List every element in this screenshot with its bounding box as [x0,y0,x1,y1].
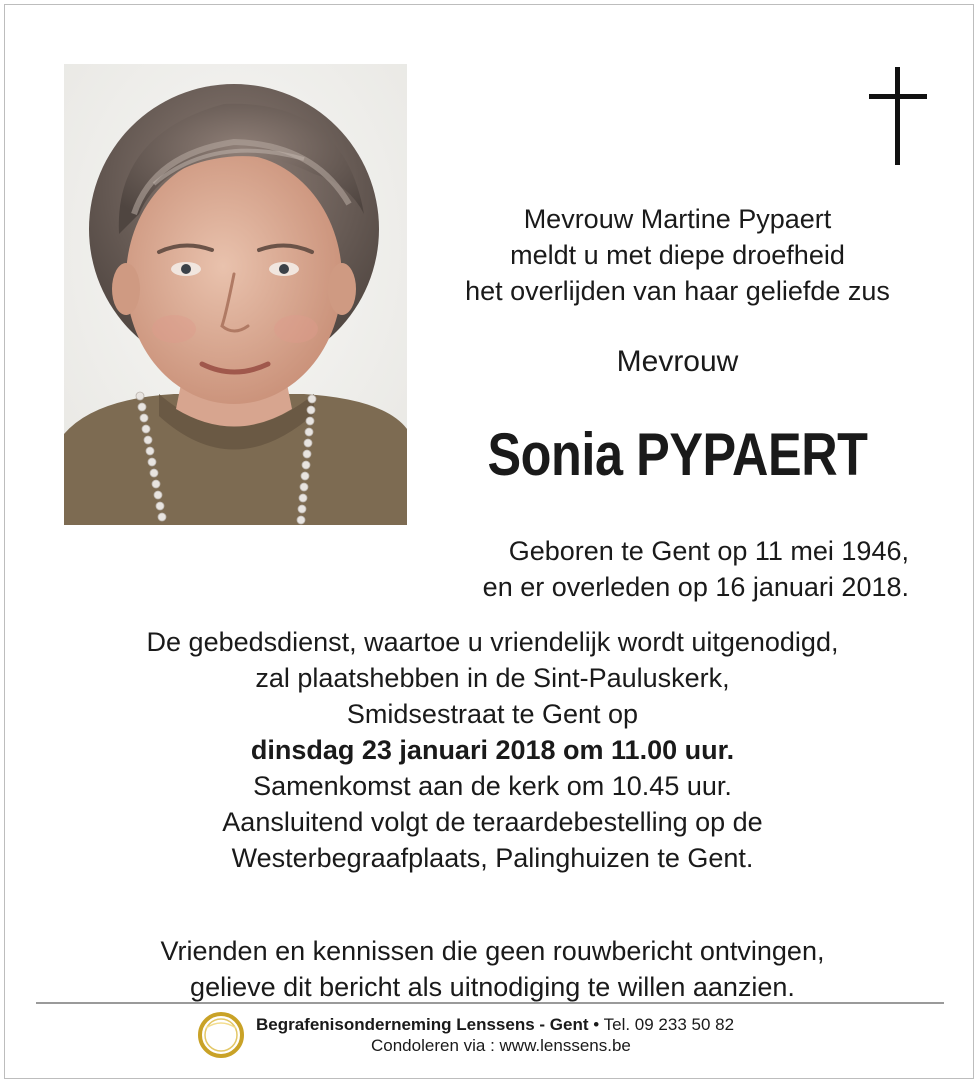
footer-separator: • [593,1015,600,1034]
invite-line: Vrienden en kennissen die geen rouwbericht ontvingen, [160,936,825,966]
dates-line: Geboren te Gent op 11 mei 1946, [508,536,909,566]
cross-icon [869,67,927,165]
company-name: Begrafenisonderneming Lenssens - Gent [256,1015,589,1034]
dates-line: en er overleden op 16 januari 2018. [482,572,909,602]
invite-line: gelieve dit bericht als uitnodiging te willen aanzien. [190,972,795,1002]
service-line: Samenkomst aan de kerk om 10.45 uur. [253,771,732,801]
service-line: De gebedsdienst, waartoe u vriendelijk wordt uitgenodigd, [146,627,839,657]
service-line: Aansluitend volgt de teraardebestelling op de [222,807,763,837]
portrait-illustration [64,64,407,525]
company-phone: Tel. 09 233 50 82 [603,1015,735,1034]
intro-line: het overlijden van haar geliefde zus [465,276,890,306]
service-details [45,624,940,876]
service-datetime: dinsdag 23 januari 2018 om 11.00 uur. [250,735,735,765]
deceased-name: Sonia PYPAERT [487,421,868,488]
intro-line: meldt u met diepe droefheid [510,240,845,270]
birth-death-dates [483,533,909,605]
title-prefix: Mevrouw [616,345,739,378]
footer-company-line [256,1015,734,1035]
service-line: Smidsestraat te Gent op [346,699,639,729]
obituary-card [4,4,974,1079]
lenssens-ring-logo [196,1010,246,1060]
condolences-link[interactable]: Condoleren via : www.lenssens.be [371,1036,631,1055]
footer-divider [36,1002,944,1004]
service-line: Westerbegraafplaats, Palinghuizen te Gent. [231,843,754,873]
footer [196,1010,796,1060]
portrait-photo [64,64,407,525]
intro-line: Mevrouw Martine Pypaert [523,204,832,234]
invitation-note [45,933,940,1005]
service-line: zal plaatshebben in de Sint-Pauluskerk, [255,663,730,693]
announcement-intro [425,201,930,309]
